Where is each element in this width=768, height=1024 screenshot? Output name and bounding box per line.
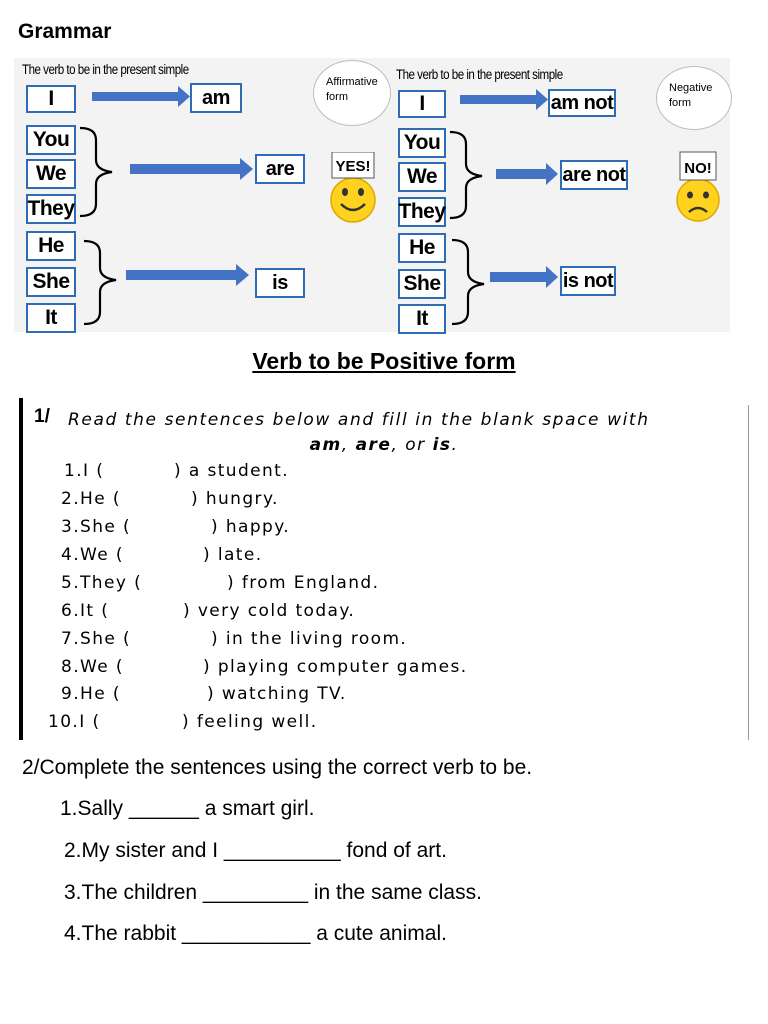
word-is: is <box>432 435 452 455</box>
item-lead: 5.They ( <box>61 573 143 593</box>
exercise1-number: 1/ <box>34 406 50 427</box>
section-title: Verb to be Positive form <box>252 348 516 374</box>
item-lead: 7.She ( <box>61 629 132 649</box>
exercise1-right-border <box>748 405 749 740</box>
exercise2-item: 3.The children _________ in the same class. <box>64 881 482 904</box>
pronoun-box: I <box>398 90 446 118</box>
negative-caption: The verb to be in the present simple <box>396 67 563 82</box>
verb-box-are-not: are not <box>560 160 628 190</box>
pronoun-box: He <box>398 233 446 263</box>
bubble-line: Affirmative <box>326 76 378 88</box>
item-tail: ) very cold today. <box>183 601 356 621</box>
pronoun-box: They <box>398 197 446 227</box>
pronoun-box: It <box>26 303 76 333</box>
bubble-line: form <box>669 97 691 109</box>
separator: . <box>451 435 459 455</box>
brace-icon <box>80 128 484 324</box>
arrow-icon <box>490 266 558 288</box>
pronoun-box: He <box>26 231 76 261</box>
exercise1-instruction: Read the sentences below and fill in the blank space with <box>68 410 650 430</box>
pronoun-box: They <box>26 194 76 224</box>
item-lead: 2.He ( <box>61 489 121 509</box>
exercise2-item: 4.The rabbit ___________ a cute animal. <box>64 922 447 945</box>
pronoun-box: I <box>26 85 76 113</box>
item-lead: 10.I ( <box>48 712 101 732</box>
item-tail: ) in the living room. <box>211 629 408 649</box>
item-lead: 8.We ( <box>61 657 124 677</box>
exercise1-instruction-words <box>0 435 768 455</box>
word-am: am <box>309 435 342 455</box>
item-lead: 1.I ( <box>64 461 105 481</box>
page-heading: Grammar <box>18 20 112 43</box>
pronoun-box: You <box>26 125 76 155</box>
item-tail: ) a student. <box>174 461 290 481</box>
item-tail: ) late. <box>203 545 263 565</box>
diagram-arrows <box>0 0 768 340</box>
word-are: are <box>355 435 392 455</box>
affirmative-caption: The verb to be in the present simple <box>22 62 189 77</box>
pronoun-box: We <box>398 162 446 192</box>
pronoun-box: She <box>26 267 76 297</box>
item-tail: ) from England. <box>227 573 380 593</box>
separator: , or <box>391 435 426 455</box>
item-lead: 3.She ( <box>61 517 132 537</box>
exercise2-item: 2.My sister and I __________ fond of art. <box>64 839 447 862</box>
arrow-icon <box>92 86 190 107</box>
arrow-icon <box>460 89 548 110</box>
no-sad-face-icon <box>674 150 722 226</box>
exercise2-item: 1.Sally ______ a smart girl. <box>60 797 315 820</box>
item-tail: ) watching TV. <box>207 684 347 704</box>
item-tail: ) hungry. <box>191 489 279 509</box>
arrow-icon <box>130 158 253 180</box>
pronoun-box: We <box>26 159 76 189</box>
item-lead: 4.We ( <box>61 545 124 565</box>
item-lead: 6.It ( <box>61 601 110 621</box>
yes-sign-text: YES! <box>335 158 371 175</box>
verb-box-am-not: am not <box>548 89 616 117</box>
item-lead: 9.He ( <box>61 684 121 704</box>
item-tail: ) happy. <box>211 517 291 537</box>
verb-box-am: am <box>190 83 242 113</box>
exercise2-instruction: 2/Complete the sentences using the correct verb to be. <box>22 756 533 779</box>
arrow-icon <box>126 264 249 286</box>
no-sign-text: NO! <box>684 160 712 177</box>
yes-smiley-icon <box>328 152 378 228</box>
bubble-line: Negative <box>669 82 713 94</box>
verb-box-is-not: is not <box>560 266 616 296</box>
pronoun-box: She <box>398 269 446 299</box>
pronoun-box: You <box>398 128 446 158</box>
bubble-line: form <box>326 91 348 103</box>
verb-box-are: are <box>255 154 305 184</box>
item-tail: ) feeling well. <box>182 712 318 732</box>
separator: , <box>341 435 349 455</box>
arrow-icon <box>496 163 558 185</box>
verb-box-is: is <box>255 268 305 298</box>
item-tail: ) playing computer games. <box>203 657 468 677</box>
pronoun-box: It <box>398 304 446 334</box>
